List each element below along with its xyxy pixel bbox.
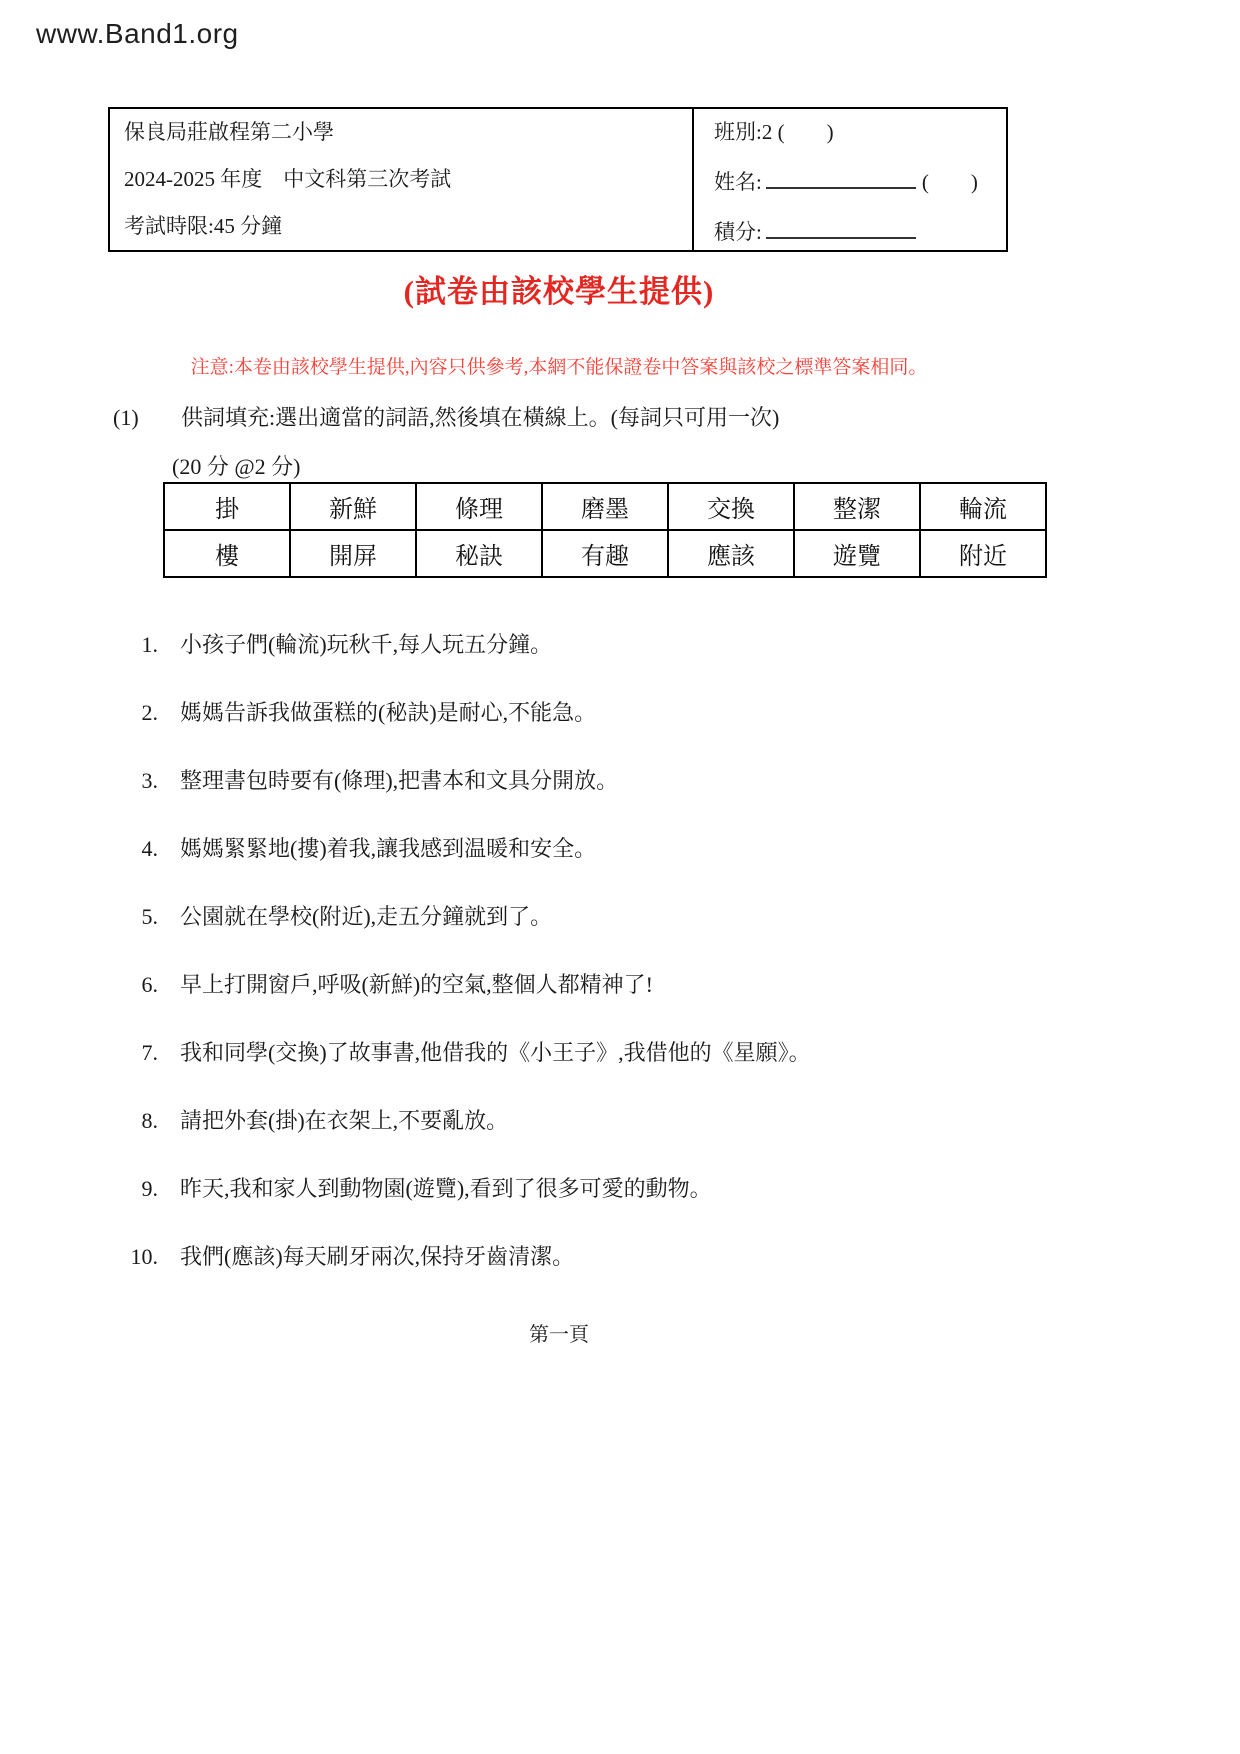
word-bank-row — [164, 483, 1046, 530]
sentence-number: 6. — [141, 972, 158, 997]
sentence-item — [110, 700, 1200, 725]
word-bank-cell: 遊覽 — [794, 530, 920, 577]
exam-title: 2024-2025 年度 中文科第三次考試 — [124, 167, 452, 191]
page-footer: 第一頁 — [529, 1324, 589, 1346]
header-box-right — [694, 109, 1006, 250]
sentence-text: 早上打開窗戶,呼吸(新鮮)的空氣,整個人都精神了! — [180, 972, 653, 997]
word-bank-cell: 應該 — [668, 530, 794, 577]
word-bank-cell: 附近 — [920, 530, 1046, 577]
header-box-left — [110, 109, 694, 250]
name-field — [714, 167, 1006, 194]
word-bank-cell: 秘訣 — [416, 530, 542, 577]
word-bank-cell: 條理 — [416, 483, 542, 530]
word-bank-cell: 整潔 — [794, 483, 920, 530]
word-bank-cell: 開屏 — [290, 530, 416, 577]
sentence-number: 4. — [141, 836, 158, 861]
question-number: (1) — [113, 405, 139, 430]
word-bank-cell: 樓 — [164, 530, 290, 577]
disclaimer-note: 注意:本卷由該校學生提供,內容只供參考,本網不能保證卷中答案與該校之標準答案相同。 — [190, 357, 928, 378]
question-marks: (20 分 @2 分) — [172, 454, 301, 479]
class-field: 班別:2 ( ) — [714, 120, 834, 144]
name-paren: ( ) — [921, 170, 978, 194]
sentence-number: 2. — [141, 700, 158, 725]
sentence-text: 我和同學(交換)了故事書,他借我的《小王子》,我借他的《星願》。 — [180, 1040, 811, 1065]
provided-by-title: (試卷由該校學生提供) — [403, 274, 715, 309]
sentence-number: 10. — [130, 1244, 158, 1269]
sentence-text: 我們(應該)每天刷牙兩次,保持牙齒清潔。 — [180, 1244, 575, 1269]
school-name: 保良局莊啟程第二小學 — [124, 120, 334, 144]
sentence-number: 9. — [141, 1176, 158, 1201]
sentence-text: 公園就在學校(附近),走五分鐘就到了。 — [180, 904, 553, 929]
sentence-text: 小孩子們(輪流)玩秋千,每人玩五分鐘。 — [180, 632, 553, 657]
header-box — [108, 107, 1008, 252]
word-bank-cell: 有趣 — [542, 530, 668, 577]
name-label: 姓名: — [714, 170, 762, 194]
word-bank-cell: 新鮮 — [290, 483, 416, 530]
name-blank-line — [766, 167, 916, 189]
sentence-number: 5. — [141, 904, 158, 929]
word-bank-cell: 磨墨 — [542, 483, 668, 530]
sentence-list — [110, 632, 1200, 1312]
exam-time-limit: 考試時限:45 分鐘 — [124, 214, 283, 238]
sentence-text: 請把外套(掛)在衣架上,不要亂放。 — [180, 1108, 509, 1133]
word-bank-row — [164, 530, 1046, 577]
score-label: 積分: — [714, 220, 762, 244]
sentence-item — [110, 904, 1200, 929]
sentence-text: 媽媽告訴我做蛋糕的(秘訣)是耐心,不能急。 — [180, 700, 597, 725]
sentence-text: 昨天,我和家人到動物園(遊覽),看到了很多可愛的動物。 — [180, 1176, 712, 1201]
sentence-item — [110, 1244, 1200, 1269]
sentence-item — [110, 632, 1200, 657]
word-bank-cell: 掛 — [164, 483, 290, 530]
question-1-line — [113, 405, 1173, 431]
sentence-text: 整理書包時要有(條理),把書本和文具分開放。 — [180, 768, 619, 793]
word-bank-cell: 輪流 — [920, 483, 1046, 530]
sentence-item — [110, 1176, 1200, 1201]
sentence-item — [110, 836, 1200, 861]
sentence-number: 7. — [141, 1040, 158, 1065]
watermark: www.Band1.org — [36, 18, 239, 49]
sentence-number: 1. — [141, 632, 158, 657]
question-instruction: 供詞填充:選出適當的詞語,然後填在橫線上。(每詞只可用一次) — [181, 405, 780, 430]
sentence-text: 媽媽緊緊地(摟)着我,讓我感到温暖和安全。 — [180, 836, 597, 861]
score-blank-line — [766, 217, 916, 239]
word-bank-cell: 交換 — [668, 483, 794, 530]
score-field — [714, 217, 1006, 244]
sentence-item — [110, 972, 1200, 997]
word-bank-table — [163, 482, 1047, 578]
sentence-number: 8. — [141, 1108, 158, 1133]
sentence-number: 3. — [141, 768, 158, 793]
sentence-item — [110, 1108, 1200, 1133]
sentence-item — [110, 1040, 1200, 1065]
sentence-item — [110, 768, 1200, 793]
